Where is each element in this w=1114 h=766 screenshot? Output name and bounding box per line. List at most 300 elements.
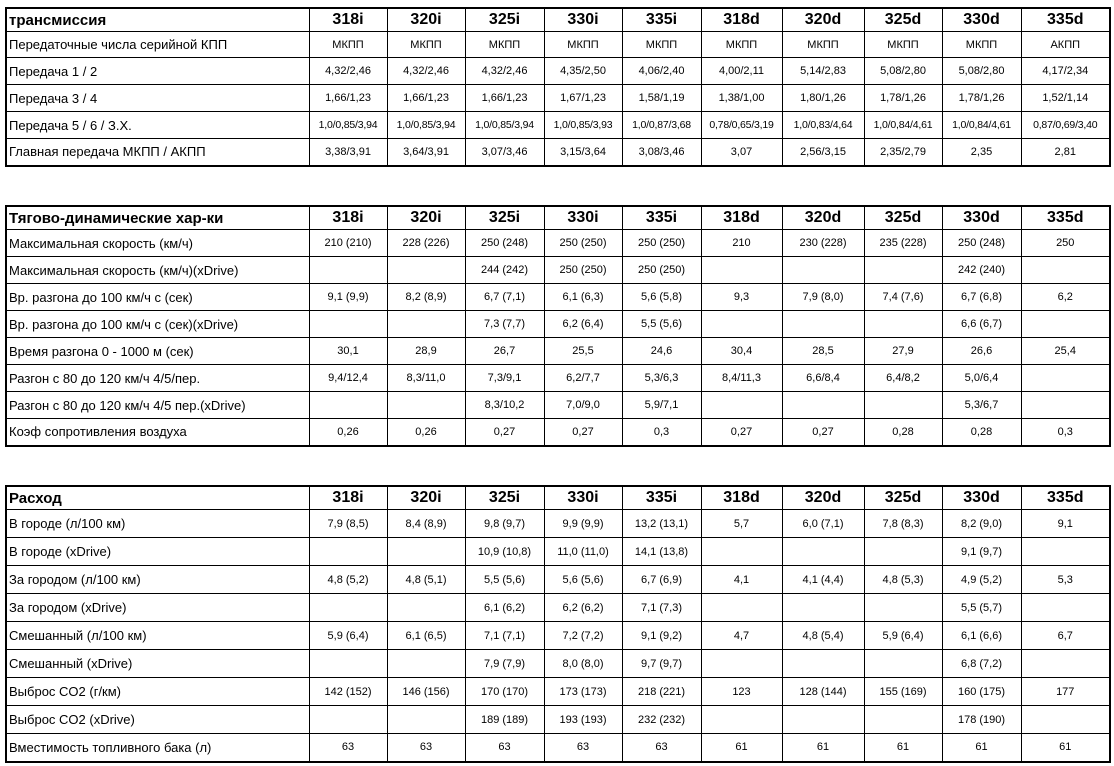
cell-330i: 63 [544,734,622,762]
gear-type-row [6,32,1110,58]
cell-335d [1021,650,1110,678]
cell-318i: 142 (152) [309,678,387,706]
cell-318d: 4,7 [701,622,782,650]
row-label: Коэф сопротивления воздуха [6,419,309,446]
cell-325i: 63 [465,734,544,762]
cell-325i: 6,1 (6,2) [465,594,544,622]
cell-330i: 6,1 (6,3) [544,284,622,311]
cell-318i [309,257,387,284]
cell-330i: МКПП [544,32,622,58]
model-header-320d: 320d [782,486,864,510]
cell-330d: 250 (248) [942,230,1021,257]
cell-330d: 0,28 [942,419,1021,446]
cell-330i: 8,0 (8,0) [544,650,622,678]
cell-330i: 173 (173) [544,678,622,706]
cell-320d: 230 (228) [782,230,864,257]
model-header-335d: 335d [1021,206,1110,230]
cell-318d: 0,27 [701,419,782,446]
model-header-330i: 330i [544,486,622,510]
cell-325d: 27,9 [864,338,942,365]
cell-318i: 210 (210) [309,230,387,257]
cell-318i [309,594,387,622]
cell-320i [387,311,465,338]
cell-320i: 63 [387,734,465,762]
cell-335i: 5,3/6,3 [622,365,701,392]
model-header-330i: 330i [544,206,622,230]
cell-335i: 24,6 [622,338,701,365]
cell-325d: МКПП [864,32,942,58]
cell-325i: 1,66/1,23 [465,85,544,112]
cell-335d [1021,365,1110,392]
cell-318i: 9,1 (9,9) [309,284,387,311]
elasticity-row [6,365,1110,392]
table-header-row [6,8,1110,32]
cell-335d: 25,4 [1021,338,1110,365]
city-row [6,510,1110,538]
cell-318i: 9,4/12,4 [309,365,387,392]
cell-335i: 232 (232) [622,706,701,734]
row-label: Выброс CO2 (г/км) [6,678,309,706]
cell-325d: 1,78/1,26 [864,85,942,112]
model-header-330i: 330i [544,8,622,32]
model-header-320d: 320d [782,206,864,230]
section-title: Тягово-динамические хар-ки [6,206,309,230]
co2-xdrive-row [6,706,1110,734]
cell-318i: 7,9 (8,5) [309,510,387,538]
cell-320d: 28,5 [782,338,864,365]
model-header-325i: 325i [465,486,544,510]
top-speed-row [6,230,1110,257]
cell-335i: 4,06/2,40 [622,58,701,85]
cell-318d: 4,1 [701,566,782,594]
cell-330d: 61 [942,734,1021,762]
cell-330d: 1,78/1,26 [942,85,1021,112]
cell-318i: 30,1 [309,338,387,365]
cell-335d [1021,311,1110,338]
cell-325d [864,594,942,622]
cell-330d: 26,6 [942,338,1021,365]
cell-320i [387,392,465,419]
elasticity-xdrive-row [6,392,1110,419]
model-header-318i: 318i [309,8,387,32]
cell-325i: 7,1 (7,1) [465,622,544,650]
cell-318d: 9,3 [701,284,782,311]
cell-335i: 7,1 (7,3) [622,594,701,622]
gear-5-6-r-row [6,112,1110,139]
cell-318d: 1,38/1,00 [701,85,782,112]
cell-335d: 1,52/1,14 [1021,85,1110,112]
cell-320d [782,706,864,734]
cell-318d [701,650,782,678]
co2-row [6,678,1110,706]
row-label: За городом (xDrive) [6,594,309,622]
cell-325d [864,257,942,284]
final-drive-row [6,139,1110,166]
cell-325d: 61 [864,734,942,762]
model-header-320i: 320i [387,8,465,32]
cell-330i: 6,2 (6,4) [544,311,622,338]
cell-320d [782,650,864,678]
section-title: Расход [6,486,309,510]
cell-330i: 250 (250) [544,230,622,257]
cell-320i: 28,9 [387,338,465,365]
cell-318d [701,257,782,284]
row-label: В городе (л/100 км) [6,510,309,538]
cell-318d [701,706,782,734]
cell-320i: 1,0/0,85/3,94 [387,112,465,139]
cell-330i: 4,35/2,50 [544,58,622,85]
cell-325d [864,538,942,566]
model-header-325d: 325d [864,486,942,510]
cell-320d: 7,9 (8,0) [782,284,864,311]
cell-318i: МКПП [309,32,387,58]
cell-335i: 250 (250) [622,257,701,284]
cell-330d: 6,8 (7,2) [942,650,1021,678]
drag-coef-row [6,419,1110,446]
cell-325i: 7,9 (7,9) [465,650,544,678]
cell-335i: 13,2 (13,1) [622,510,701,538]
cell-318d: 8,4/11,3 [701,365,782,392]
cell-325d: 155 (169) [864,678,942,706]
cell-325i: 10,9 (10,8) [465,538,544,566]
model-header-320i: 320i [387,206,465,230]
cell-335i: 14,1 (13,8) [622,538,701,566]
transmission-table [5,7,1111,167]
model-header-330d: 330d [942,486,1021,510]
cell-318d: 210 [701,230,782,257]
cell-325d: 5,9 (6,4) [864,622,942,650]
cell-335d: 177 [1021,678,1110,706]
cell-320i [387,706,465,734]
cell-325i: 6,7 (7,1) [465,284,544,311]
cell-318d [701,392,782,419]
model-header-318i: 318i [309,206,387,230]
cell-335i: 5,5 (5,6) [622,311,701,338]
cell-330i: 193 (193) [544,706,622,734]
row-label: Смешанный (xDrive) [6,650,309,678]
cell-330d: 9,1 (9,7) [942,538,1021,566]
cell-335d [1021,392,1110,419]
cell-325d: 4,8 (5,3) [864,566,942,594]
cell-320d [782,594,864,622]
cell-330d: 6,6 (6,7) [942,311,1021,338]
combined-xdrive-row [6,650,1110,678]
cell-320i: 0,26 [387,419,465,446]
cell-335i: 218 (221) [622,678,701,706]
cell-335d: 6,2 [1021,284,1110,311]
dynamics-table [5,205,1111,447]
cell-320i: МКПП [387,32,465,58]
cell-330i: 1,0/0,85/3,93 [544,112,622,139]
accel-100-row [6,284,1110,311]
cell-320i: 3,64/3,91 [387,139,465,166]
cell-320d [782,257,864,284]
cell-335i: 3,08/3,46 [622,139,701,166]
cell-325d: 7,4 (7,6) [864,284,942,311]
cell-325d [864,392,942,419]
cell-318d: 3,07 [701,139,782,166]
cell-318i [309,392,387,419]
cell-325d: 2,35/2,79 [864,139,942,166]
row-label: За городом (л/100 км) [6,566,309,594]
cell-318d: МКПП [701,32,782,58]
cell-318i: 3,38/3,91 [309,139,387,166]
cell-330i: 9,9 (9,9) [544,510,622,538]
row-label: Разгон с 80 до 120 км/ч 4/5/пер. [6,365,309,392]
cell-330i: 25,5 [544,338,622,365]
cell-335i: 5,6 (5,8) [622,284,701,311]
cell-335d: АКПП [1021,32,1110,58]
cell-335d [1021,706,1110,734]
cell-335i: 1,58/1,19 [622,85,701,112]
model-header-335i: 335i [622,206,701,230]
cell-330i: 6,2 (6,2) [544,594,622,622]
row-label: Вместимость топливного бака (л) [6,734,309,762]
cell-320i [387,650,465,678]
cell-325d: 1,0/0,84/4,61 [864,112,942,139]
row-label: Вр. разгона до 100 км/ч с (сек) [6,284,309,311]
cell-335d: 250 [1021,230,1110,257]
cell-325i: 189 (189) [465,706,544,734]
cell-325i: 8,3/10,2 [465,392,544,419]
top-speed-xdrive-row [6,257,1110,284]
cell-330d: 2,35 [942,139,1021,166]
row-label: Разгон с 80 до 120 км/ч 4/5 пер.(xDrive) [6,392,309,419]
cell-330d: 5,3/6,7 [942,392,1021,419]
cell-320d [782,311,864,338]
cell-335d: 0,87/0,69/3,40 [1021,112,1110,139]
row-label: Передаточные числа серийной КПП [6,32,309,58]
cell-325i: 9,8 (9,7) [465,510,544,538]
highway-row [6,566,1110,594]
cell-320i: 4,8 (5,1) [387,566,465,594]
row-label: Выброс CO2 (xDrive) [6,706,309,734]
accel-1000m-row [6,338,1110,365]
cell-320d [782,538,864,566]
cell-330i: 250 (250) [544,257,622,284]
cell-325i: 5,5 (5,6) [465,566,544,594]
cell-335d [1021,538,1110,566]
cell-335d: 5,3 [1021,566,1110,594]
cell-330d: 1,0/0,84/4,61 [942,112,1021,139]
cell-325i: 1,0/0,85/3,94 [465,112,544,139]
cell-325d: 235 (228) [864,230,942,257]
row-label: Время разгона 0 - 1000 м (сек) [6,338,309,365]
cell-325i: 250 (248) [465,230,544,257]
model-header-320d: 320d [782,8,864,32]
cell-330i: 3,15/3,64 [544,139,622,166]
row-label: Главная передача МКПП / АКПП [6,139,309,166]
cell-320d: 5,14/2,83 [782,58,864,85]
cell-335d: 4,17/2,34 [1021,58,1110,85]
accel-100-xdrive-row [6,311,1110,338]
cell-318i: 1,0/0,85/3,94 [309,112,387,139]
cell-320i: 8,4 (8,9) [387,510,465,538]
cell-335d: 2,81 [1021,139,1110,166]
cell-320d: 0,27 [782,419,864,446]
cell-330d: 4,9 (5,2) [942,566,1021,594]
cell-320d: 61 [782,734,864,762]
cell-318d [701,538,782,566]
cell-335d [1021,257,1110,284]
cell-325d: 5,08/2,80 [864,58,942,85]
cell-335i: 9,1 (9,2) [622,622,701,650]
cell-330i: 7,0/9,0 [544,392,622,419]
model-header-318d: 318d [701,486,782,510]
cell-320d: 1,0/0,83/4,64 [782,112,864,139]
cell-335d [1021,594,1110,622]
cell-318i [309,538,387,566]
section-title: трансмиссия [6,8,309,32]
cell-335i: 250 (250) [622,230,701,257]
cell-335i: 1,0/0,87/3,68 [622,112,701,139]
consumption-table [5,485,1111,763]
city-xdrive-row [6,538,1110,566]
model-header-335d: 335d [1021,8,1110,32]
tank-row [6,734,1110,762]
cell-325i: 7,3/9,1 [465,365,544,392]
cell-318d: 61 [701,734,782,762]
row-label: Максимальная скорость (км/ч) [6,230,309,257]
cell-318i: 1,66/1,23 [309,85,387,112]
cell-330d: 178 (190) [942,706,1021,734]
cell-325i: 26,7 [465,338,544,365]
cell-325i: 4,32/2,46 [465,58,544,85]
cell-335i: МКПП [622,32,701,58]
row-label: Вр. разгона до 100 км/ч с (сек)(xDrive) [6,311,309,338]
cell-320d: 4,1 (4,4) [782,566,864,594]
cell-318d [701,594,782,622]
cell-330i: 1,67/1,23 [544,85,622,112]
model-header-330d: 330d [942,8,1021,32]
row-label: В городе (xDrive) [6,538,309,566]
cell-318i: 5,9 (6,4) [309,622,387,650]
cell-335i: 6,7 (6,9) [622,566,701,594]
cell-325i: 170 (170) [465,678,544,706]
cell-325d: 0,28 [864,419,942,446]
cell-320d: 4,8 (5,4) [782,622,864,650]
cell-318d: 4,00/2,11 [701,58,782,85]
cell-320i [387,538,465,566]
model-header-320i: 320i [387,486,465,510]
cell-330d: 8,2 (9,0) [942,510,1021,538]
cell-335i: 63 [622,734,701,762]
cell-320d: МКПП [782,32,864,58]
cell-318i: 0,26 [309,419,387,446]
cell-320i: 228 (226) [387,230,465,257]
cell-325i: 7,3 (7,7) [465,311,544,338]
cell-335d: 61 [1021,734,1110,762]
table-header-row [6,206,1110,230]
cell-330d: 242 (240) [942,257,1021,284]
cell-325i: МКПП [465,32,544,58]
cell-318i: 4,32/2,46 [309,58,387,85]
cell-325d [864,311,942,338]
model-header-325i: 325i [465,206,544,230]
highway-xdrive-row [6,594,1110,622]
row-label: Максимальная скорость (км/ч)(xDrive) [6,257,309,284]
row-label: Передача 1 / 2 [6,58,309,85]
cell-330d: МКПП [942,32,1021,58]
cell-318d [701,311,782,338]
cell-330i: 6,2/7,7 [544,365,622,392]
cell-320i [387,257,465,284]
cell-335d: 6,7 [1021,622,1110,650]
cell-320i: 146 (156) [387,678,465,706]
cell-325d [864,706,942,734]
cell-330d: 160 (175) [942,678,1021,706]
model-header-325d: 325d [864,8,942,32]
cell-320i: 8,3/11,0 [387,365,465,392]
model-header-335d: 335d [1021,486,1110,510]
cell-320i: 1,66/1,23 [387,85,465,112]
cell-318d: 0,78/0,65/3,19 [701,112,782,139]
model-header-325i: 325i [465,8,544,32]
cell-330d: 5,08/2,80 [942,58,1021,85]
cell-325d: 6,4/8,2 [864,365,942,392]
cell-318i: 63 [309,734,387,762]
cell-320d: 128 (144) [782,678,864,706]
model-header-318d: 318d [701,8,782,32]
model-header-318i: 318i [309,486,387,510]
cell-335i: 9,7 (9,7) [622,650,701,678]
cell-325d: 7,8 (8,3) [864,510,942,538]
cell-325d [864,650,942,678]
cell-330d: 5,5 (5,7) [942,594,1021,622]
row-label: Передача 3 / 4 [6,85,309,112]
cell-318d: 123 [701,678,782,706]
cell-320d: 6,0 (7,1) [782,510,864,538]
cell-318i: 4,8 (5,2) [309,566,387,594]
cell-318i [309,706,387,734]
cell-320d: 1,80/1,26 [782,85,864,112]
table-header-row [6,486,1110,510]
model-header-318d: 318d [701,206,782,230]
cell-330d: 6,7 (6,8) [942,284,1021,311]
cell-318i [309,650,387,678]
model-header-325d: 325d [864,206,942,230]
cell-318d: 30,4 [701,338,782,365]
cell-330d: 6,1 (6,6) [942,622,1021,650]
cell-335i: 5,9/7,1 [622,392,701,419]
cell-330i: 0,27 [544,419,622,446]
cell-320i [387,594,465,622]
row-label: Смешанный (л/100 км) [6,622,309,650]
row-label: Передача 5 / 6 / З.Х. [6,112,309,139]
model-header-330d: 330d [942,206,1021,230]
cell-330d: 5,0/6,4 [942,365,1021,392]
cell-320d [782,392,864,419]
cell-335d: 0,3 [1021,419,1110,446]
cell-330i: 11,0 (11,0) [544,538,622,566]
cell-320i: 4,32/2,46 [387,58,465,85]
cell-335i: 0,3 [622,419,701,446]
combined-row [6,622,1110,650]
gear-1-2-row [6,58,1110,85]
cell-325i: 3,07/3,46 [465,139,544,166]
cell-320i: 8,2 (8,9) [387,284,465,311]
cell-330i: 5,6 (5,6) [544,566,622,594]
cell-318d: 5,7 [701,510,782,538]
model-header-335i: 335i [622,8,701,32]
cell-320d: 6,6/8,4 [782,365,864,392]
gear-3-4-row [6,85,1110,112]
cell-330i: 7,2 (7,2) [544,622,622,650]
cell-325i: 244 (242) [465,257,544,284]
cell-320i: 6,1 (6,5) [387,622,465,650]
cell-335d: 9,1 [1021,510,1110,538]
cell-318i [309,311,387,338]
